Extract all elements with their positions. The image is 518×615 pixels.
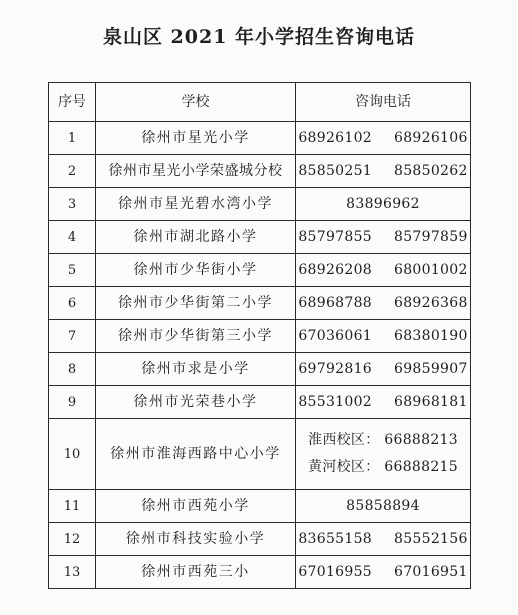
phone-cell bbox=[296, 188, 471, 221]
phone-number: 85858894 bbox=[346, 497, 420, 514]
row-number: 2 bbox=[49, 155, 96, 188]
row-number: 7 bbox=[49, 320, 96, 353]
phone-number: 83655158 bbox=[298, 530, 372, 547]
phone-cell bbox=[296, 386, 471, 419]
row-number: 8 bbox=[49, 353, 96, 386]
phone-number: 68968181 bbox=[394, 393, 468, 410]
phone-number: 85797859 bbox=[394, 228, 468, 245]
table-row bbox=[49, 188, 471, 221]
phone-number: 85797855 bbox=[298, 228, 372, 245]
phone-cell bbox=[296, 287, 471, 320]
header-phone: 咨询电话 bbox=[296, 83, 471, 122]
document-title: 泉山区 2021 年小学招生咨询电话 bbox=[102, 26, 416, 48]
table-row bbox=[49, 254, 471, 287]
phone-cell bbox=[296, 419, 471, 490]
school-name: 徐州市西苑小学 bbox=[96, 490, 296, 523]
phone-cell bbox=[296, 556, 471, 589]
phone-number: 85850251 bbox=[298, 162, 372, 179]
phone-number: 85531002 bbox=[298, 393, 372, 410]
table-row bbox=[49, 523, 471, 556]
row-number: 6 bbox=[49, 287, 96, 320]
phone-number: 83896962 bbox=[346, 195, 420, 212]
phone-number: 68926368 bbox=[394, 294, 468, 311]
school-name: 徐州市星光小学荣盛城分校 bbox=[96, 155, 296, 188]
school-name: 徐州市科技实验小学 bbox=[96, 523, 296, 556]
table-row bbox=[49, 353, 471, 386]
phone-number: 68380190 bbox=[394, 327, 468, 344]
header-row bbox=[49, 83, 471, 122]
hotline-table bbox=[48, 82, 471, 589]
table-row bbox=[49, 386, 471, 419]
school-name: 徐州市少华街第三小学 bbox=[96, 320, 296, 353]
campus-phone: 黄河校区： 66888215 bbox=[308, 459, 458, 475]
header-no: 序号 bbox=[49, 83, 96, 122]
phone-number: 67016955 bbox=[298, 563, 372, 580]
phone-cell bbox=[296, 155, 471, 188]
table-row bbox=[49, 490, 471, 523]
phone-cell bbox=[296, 523, 471, 556]
phone-cell bbox=[296, 490, 471, 523]
phone-number: 68926102 bbox=[298, 129, 372, 146]
school-name: 徐州市西苑三小 bbox=[96, 556, 296, 589]
table-row bbox=[49, 122, 471, 155]
phone-number: 69859907 bbox=[394, 360, 468, 377]
phone-number: 68968788 bbox=[298, 294, 372, 311]
school-name: 徐州市湖北路小学 bbox=[96, 221, 296, 254]
row-number: 4 bbox=[49, 221, 96, 254]
campus-phone: 淮西校区： 66888213 bbox=[308, 432, 458, 448]
row-number: 3 bbox=[49, 188, 96, 221]
phone-cell bbox=[296, 320, 471, 353]
table-row bbox=[49, 556, 471, 589]
phone-cell bbox=[296, 353, 471, 386]
row-number: 11 bbox=[49, 490, 96, 523]
phone-number: 67036061 bbox=[298, 327, 372, 344]
phone-number: 68926106 bbox=[394, 129, 468, 146]
table-row bbox=[49, 155, 471, 188]
phone-number: 67016951 bbox=[394, 563, 468, 580]
table-row bbox=[49, 221, 471, 254]
phone-cell bbox=[296, 122, 471, 155]
row-number: 12 bbox=[49, 523, 96, 556]
table-row bbox=[49, 320, 471, 353]
row-number: 1 bbox=[49, 122, 96, 155]
school-name: 徐州市少华街小学 bbox=[96, 254, 296, 287]
row-number: 13 bbox=[49, 556, 96, 589]
school-name: 徐州市星光小学 bbox=[96, 122, 296, 155]
school-name: 徐州市淮海西路中心小学 bbox=[96, 419, 296, 490]
row-number: 10 bbox=[49, 419, 96, 490]
school-name: 徐州市少华街第二小学 bbox=[96, 287, 296, 320]
phone-number: 68001002 bbox=[394, 261, 468, 278]
phone-number: 69792816 bbox=[298, 360, 372, 377]
row-number: 5 bbox=[49, 254, 96, 287]
header-school: 学校 bbox=[96, 83, 296, 122]
table-row bbox=[49, 419, 471, 490]
phone-cell bbox=[296, 254, 471, 287]
row-number: 9 bbox=[49, 386, 96, 419]
table-row bbox=[49, 287, 471, 320]
phone-number: 85552156 bbox=[394, 530, 468, 547]
school-name: 徐州市光荣巷小学 bbox=[96, 386, 296, 419]
school-name: 徐州市求是小学 bbox=[96, 353, 296, 386]
phone-number: 68926208 bbox=[298, 261, 372, 278]
phone-number: 85850262 bbox=[394, 162, 468, 179]
phone-cell bbox=[296, 221, 471, 254]
school-name: 徐州市星光碧水湾小学 bbox=[96, 188, 296, 221]
